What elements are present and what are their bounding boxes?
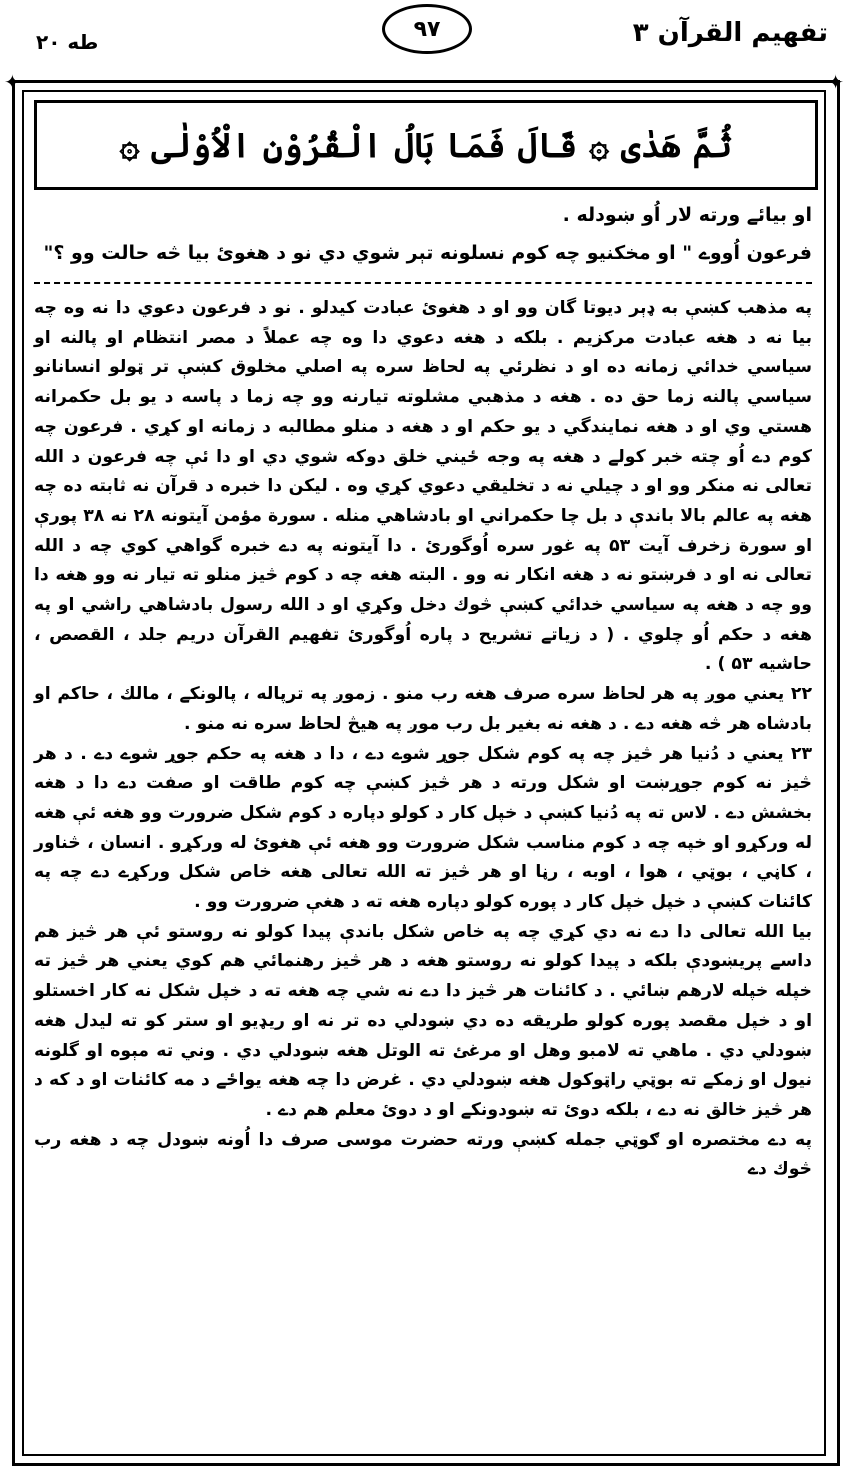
page-number: ٩٧ <box>382 4 472 54</box>
corner-star-icon: ✦ <box>4 70 21 94</box>
commentary-paragraph: په دے مختصره او ګوټي جمله كښې ورته حضرت موسى صرف دا اُونه ښودل چه د هغه رب څوك دے <box>34 1129 812 1180</box>
commentary <box>34 294 812 1185</box>
verse-box <box>34 100 818 190</box>
translation-line: او بيائے ورته لار اُو ښودله . <box>562 204 812 226</box>
translation-block <box>34 196 812 272</box>
footnote-22: ۲۲ يعني موږ په هر لحاظ سره صرف هغه رب منو . زموږ په ترپاله ، پالونكے ، مالك ، حاكم او بادشاه هر څه هغه دے . د هغه نه بغير بل رب موږ په هيڅ لحاظ سره نه منو . <box>34 684 812 734</box>
footnote-23: ۲۳ يعني د دُنيا هر څيز چه په كوم شكل جوړ شوے دے ، دا د هغه په حكم جوړ شوے دے . د هر څيز نه كوم جوړښت او شكل ورته د هر څيز كښې چه كوم طاقت او صفت دے دا د هغه بخشش دے . لاس ته په دُنيا كښې د خپل كار د كولو دپاره د كوم شكل ضرورت وو هغه ئې هغه له وركړو او خپه چه د كوم مناسب شكل ضرورت وو هغه ئې هغوئ له وركړو . انسان ، څناور ، كاڼي ، بوټي ، هوا ، اوبه ، رڼا او هر څيز ته الله تعالى هغه خاص شكل وركړے دے چه په كائنات كښې د خپل خپل كار د پوره كولو دپاره هغه ته د هغې ضرورت وو . <box>34 743 812 913</box>
translation-line: فرعون اُووے " او مخكنيو چه كوم نسلونه تېر شوي دي نو د هغوئ بيا څه حالت وو ؟" <box>43 242 812 264</box>
divider <box>34 282 812 284</box>
commentary-paragraph: په مذهب كښې به ډېر ديوتا گان وو او د هغوئ عبادت كيدلو . نو د فرعون دعوي دا نه وه چه بيا نه د هغه عبادت مركزيم . بلكه د هغه دعوي دا وه چه عملاً د مصر انتظام او پالنه او سياسي خدائي زمانه ده او د نظرئي په لحاظ سره په اصلي مخلوق كښې تر ټولو انسانانو سياسي پالنه زما حق ده . هغه د مذهبي مشلوته تيارنه وو چه زما د پاسه د يو بل حكمرانه هستي وي او د هغه نمايندگي د يو حكم او د هغه د منلو مطالبه د زمانه او كړي . فرعون چه كوم دے اُو چته خبر كولے د هغه په وجه ځيني خلق دوكه شوي دي او دا ئې چه فرعون د الله تعالى نه منكر وو او د چيلي نه د تخليقي دعوي كړي وه . ليكن دا خبره د قرآن نه ثابته ده چه هغه په عالم بالا باندې د بل چا حكمراني او بادشاهي منله . سورة مؤمن آيتونه ۲۸ نه ۳۸ پورې او سورة زخرف آيت ۵۳ په غور سره اُوگورئ . دا آيتونه په دے خبره گواهي كوي چه د الله تعالى نه او د فرښتو نه د هغه انكار نه وو . البته هغه چه د كوم څيز منلو ته تيار نه وو هغه دا وو چه د هغه په سياسي خدائي كښې څوك دخل وكړي او د الله رسول بادشاهي راشي او په هغه د حكم اُو چلوي . ( د زياتے تشريح د پاره اُوگورئ تفهيم القرآن دريم جلد ، القصص ، حاشيه ۵۳ ) . <box>34 298 812 675</box>
quran-verse: ثُمَّ هَدٰى ۞ قَالَ فَمَا بَالُ الْقُرُوْنِ الْاُوْلٰى ۞ <box>119 125 733 166</box>
surah-marker: طه ٢٠ <box>36 30 99 54</box>
commentary-paragraph: بيا الله تعالى دا دے نه دي كړي چه په خاص شكل باندې پيدا كولو نه روستو ئې هر څيز هم داسے پريښودې بلكه د پيدا كولو نه روستو هغه د هر څيز رهنمائي هم كوي يعني هر څيز ته خپله خپله لارهم ښائي . د كائنات هر څيز دا دے نه شي چه هغه ته د خپل شكل نه كار اخستلو او د خپل مقصد پوره كولو طريقه ده دي ښودلي ده تر نه او ريډيو او ستر كو ته ليدل هغه ښودلي دي . ماهي ته لامبو وهل او مرغئ ته الوتل هغه ښودلي دي . وني ته مېوه او گلونه نيول او زمكے ته بوټي راټوكول هغه ښودلي دي . غرض دا چه هغه يواځے د مه كائنات او د كه د هر څيز خالق نه دے ، بلكه دوئ ته ښودونكے او د دوئ معلم هم دے . <box>34 921 812 1120</box>
book-title: تفهيم القرآن ٣ <box>632 18 828 48</box>
corner-star-icon: ✦ <box>827 70 844 94</box>
